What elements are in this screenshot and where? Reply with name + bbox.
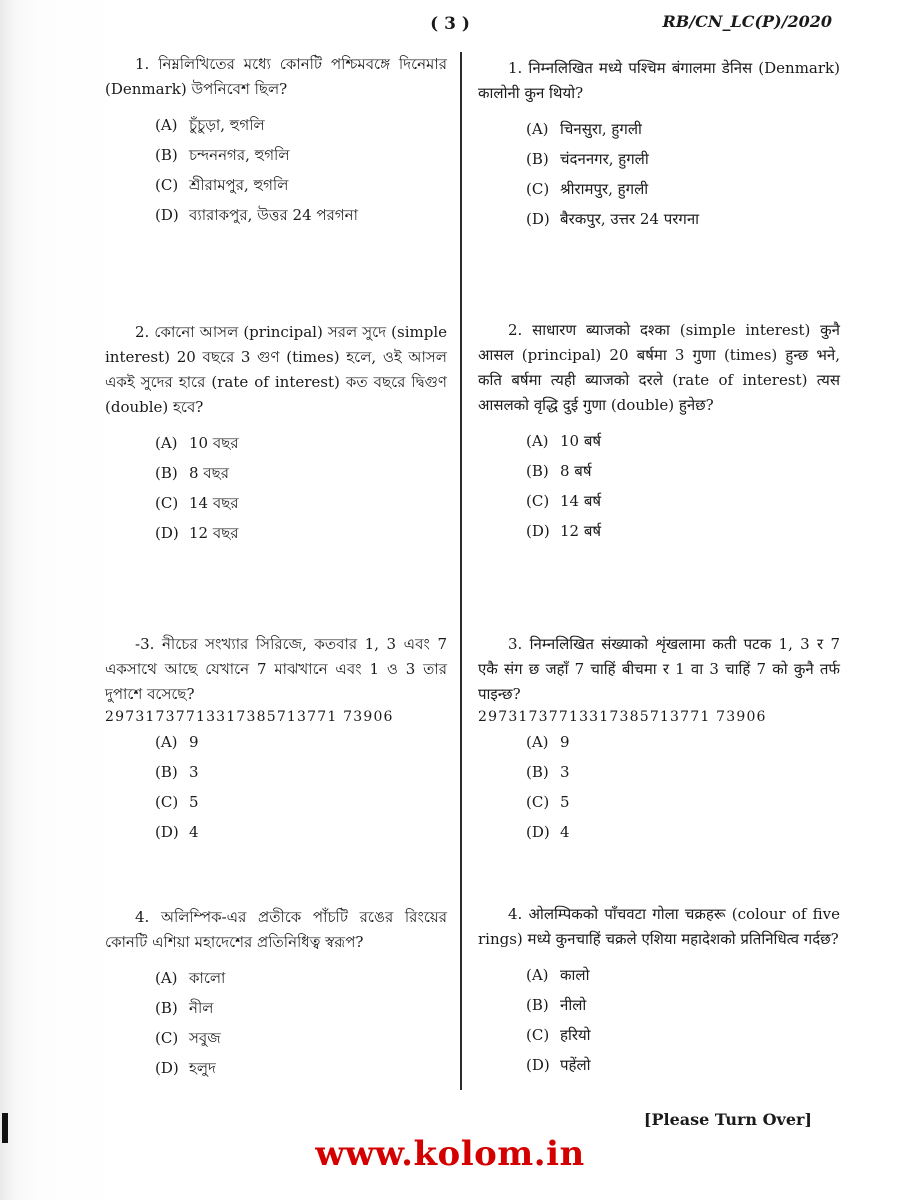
option-label: (D) [526, 522, 550, 540]
question-stem: 4. অলিম্পিক-এর প্রতীকে পাঁচটি রঙের রিংয়ের কোনটি এশিয়া মহাদেশের প্রতিনিধিত্ব স্বরূপ? [105, 908, 447, 951]
question-stem: -3. নীচের সংখ্যার সিরিজে, কতবার 1, 3 এবং 7 একসাথে আছে যেখানে 7 মাঝখানে এবং 1 ও 3 তার দুপাশে বসেছে? [105, 635, 447, 703]
question-1-nepali [478, 56, 840, 234]
option-text: 5 [560, 793, 570, 811]
option-label: (C) [526, 1026, 550, 1044]
option-c [526, 486, 840, 516]
option-d [155, 518, 447, 548]
option-text: कालो [560, 966, 590, 984]
option-text: बैरकपुर, उत्तर 24 परगना [560, 210, 700, 228]
number-sequence: 29731737713317385713771 73906 [105, 709, 394, 725]
column-divider [460, 52, 462, 1090]
option-b [526, 144, 840, 174]
question-4-nepali [478, 902, 840, 1080]
option-label: (D) [155, 823, 179, 841]
option-label: (C) [155, 494, 179, 512]
option-text: 8 বছর [189, 464, 230, 482]
option-text: 9 [560, 733, 570, 751]
option-a [155, 727, 447, 757]
option-b [526, 456, 840, 486]
option-label: (B) [155, 464, 178, 482]
question-stem: 2. साधारण ब्याजको दश्का (simple interest) कुनै आसल (principal) 20 बर्षमा 3 गुणा (times) हुन्छ भने, कति बर्षमा त्यही ब्याजको दरले (rate of interest) त्यस आसलको वृद्धि दुई गुणा (double) हुनेछ? [478, 321, 840, 414]
option-label: (B) [526, 763, 549, 781]
option-text: चिनसुरा, हुगली [560, 120, 642, 138]
option-label: (C) [155, 176, 179, 194]
option-c [155, 787, 447, 817]
options-list [105, 428, 447, 548]
option-label: (B) [526, 996, 549, 1014]
option-label: (D) [526, 1056, 550, 1074]
option-label: (A) [155, 434, 178, 452]
question-3-nepali [478, 632, 840, 847]
option-text: श्रीरामपुर, हुगली [560, 180, 649, 198]
question-stem: 3. निम्नलिखित संख्याको शृंखलामा कती पटक 1, 3 र 7 एकै संग छ जहाँ 7 चाहिं बीचमा र 1 वा 3 चाहिं 7 को कुनै तर्फ पाइन्छ? [478, 635, 840, 703]
option-text: 12 বছর [189, 524, 239, 542]
option-text: ব্যারাকপুর, উত্তর 24 পরগনা [189, 206, 358, 224]
option-text: 10 बर्ष [560, 432, 602, 450]
option-b [155, 140, 447, 170]
question-4-bengali [105, 905, 447, 1083]
option-label: (D) [155, 524, 179, 542]
option-text: 3 [560, 763, 570, 781]
option-b [155, 993, 447, 1023]
option-text: চন্দননগর, হুগলি [189, 146, 290, 164]
option-label: (A) [155, 116, 178, 134]
option-label: (C) [155, 793, 179, 811]
option-text: 5 [189, 793, 199, 811]
option-text: 10 বছর [189, 434, 239, 452]
option-label: (A) [526, 733, 549, 751]
number-sequence: 29731737713317385713771 73906 [478, 709, 767, 725]
option-text: हरियो [560, 1026, 591, 1044]
option-label: (D) [526, 823, 550, 841]
question-2-bengali [105, 320, 447, 548]
option-text: সবুজ [189, 1029, 221, 1047]
option-text: নীল [189, 999, 214, 1017]
option-a [155, 963, 447, 993]
option-label: (B) [526, 150, 549, 168]
options-list [478, 727, 840, 847]
option-label: (B) [155, 763, 178, 781]
option-label: (C) [155, 1029, 179, 1047]
option-label: (D) [155, 206, 179, 224]
option-a [155, 428, 447, 458]
options-list [105, 110, 447, 230]
option-c [526, 787, 840, 817]
option-text: चंदननगर, हुगली [560, 150, 649, 168]
question-stem: 2. কোনো আসল (principal) সরল সুদে (simple interest) 20 বছরে 3 গুণ (times) হলে, ওই আসল একই সুদের হারে (rate of interest) কত বছরে দ্বিগুণ (double) হবে? [105, 323, 447, 416]
option-d [526, 204, 840, 234]
options-list [105, 727, 447, 847]
option-text: কালো [189, 969, 226, 987]
option-a [526, 727, 840, 757]
option-text: पहेंलो [560, 1056, 591, 1074]
option-d [526, 1050, 840, 1080]
option-label: (A) [155, 969, 178, 987]
option-b [526, 990, 840, 1020]
option-label: (C) [526, 492, 550, 510]
options-list [478, 426, 840, 546]
paper-code: RB/CN_LC(P)/2020 [662, 12, 832, 31]
option-d [526, 516, 840, 546]
question-stem: 1. নিম্নলিখিতের মধ্যে কোনটি পশ্চিমবঙ্গে দিনেমার (Denmark) উপনিবেশ ছিল? [105, 55, 447, 98]
option-label: (B) [526, 462, 549, 480]
please-turn-over: [Please Turn Over] [643, 1110, 812, 1129]
option-d [155, 817, 447, 847]
option-a [155, 110, 447, 140]
question-3-bengali [105, 632, 447, 847]
option-text: 14 বছর [189, 494, 239, 512]
option-text: 4 [560, 823, 570, 841]
option-text: 9 [189, 733, 199, 751]
option-text: 14 बर्ष [560, 492, 602, 510]
option-b [526, 757, 840, 787]
option-c [155, 1023, 447, 1053]
option-a [526, 426, 840, 456]
options-list [105, 963, 447, 1083]
option-label: (D) [155, 1059, 179, 1077]
option-c [155, 170, 447, 200]
option-label: (B) [155, 146, 178, 164]
option-c [155, 488, 447, 518]
option-text: চুঁচুড়া, হুগলি [189, 116, 265, 134]
option-label: (C) [526, 793, 550, 811]
option-text: হলুদ [189, 1059, 216, 1077]
option-text: 4 [189, 823, 199, 841]
options-list [478, 114, 840, 234]
option-text: 8 बर्ष [560, 462, 592, 480]
option-label: (A) [526, 432, 549, 450]
question-stem: 1. निम्नलिखित मध्ये पश्चिम बंगालमा डेनिस (Denmark) कालोनी कुन थियो? [478, 59, 840, 102]
option-label: (C) [526, 180, 550, 198]
option-b [155, 757, 447, 787]
option-label: (A) [155, 733, 178, 751]
question-1-bengali [105, 52, 447, 230]
option-text: 12 बर्ष [560, 522, 602, 540]
option-c [526, 174, 840, 204]
option-label: (B) [155, 999, 178, 1017]
options-list [478, 960, 840, 1080]
option-a [526, 114, 840, 144]
option-text: শ্রীরামপুর, হুগলি [189, 176, 289, 194]
option-d [526, 817, 840, 847]
option-label: (D) [526, 210, 550, 228]
option-label: (A) [526, 120, 549, 138]
option-d [155, 1053, 447, 1083]
question-stem: 4. ओलम्पिकको पाँचवटा गोला चक्रहरू (colour of five rings) मध्ये कुनचाहिं चक्रले एशिया महादेशको प्रतिनिधित्व गर्दछ? [478, 905, 840, 948]
option-c [526, 1020, 840, 1050]
page-number: ( 3 ) [430, 14, 470, 34]
question-2-nepali [478, 318, 840, 546]
option-a [526, 960, 840, 990]
option-d [155, 200, 447, 230]
option-text: 3 [189, 763, 199, 781]
watermark-url[interactable]: www.kolom.in [315, 1134, 585, 1174]
option-b [155, 458, 447, 488]
option-label: (A) [526, 966, 549, 984]
option-text: नीलो [560, 996, 587, 1014]
